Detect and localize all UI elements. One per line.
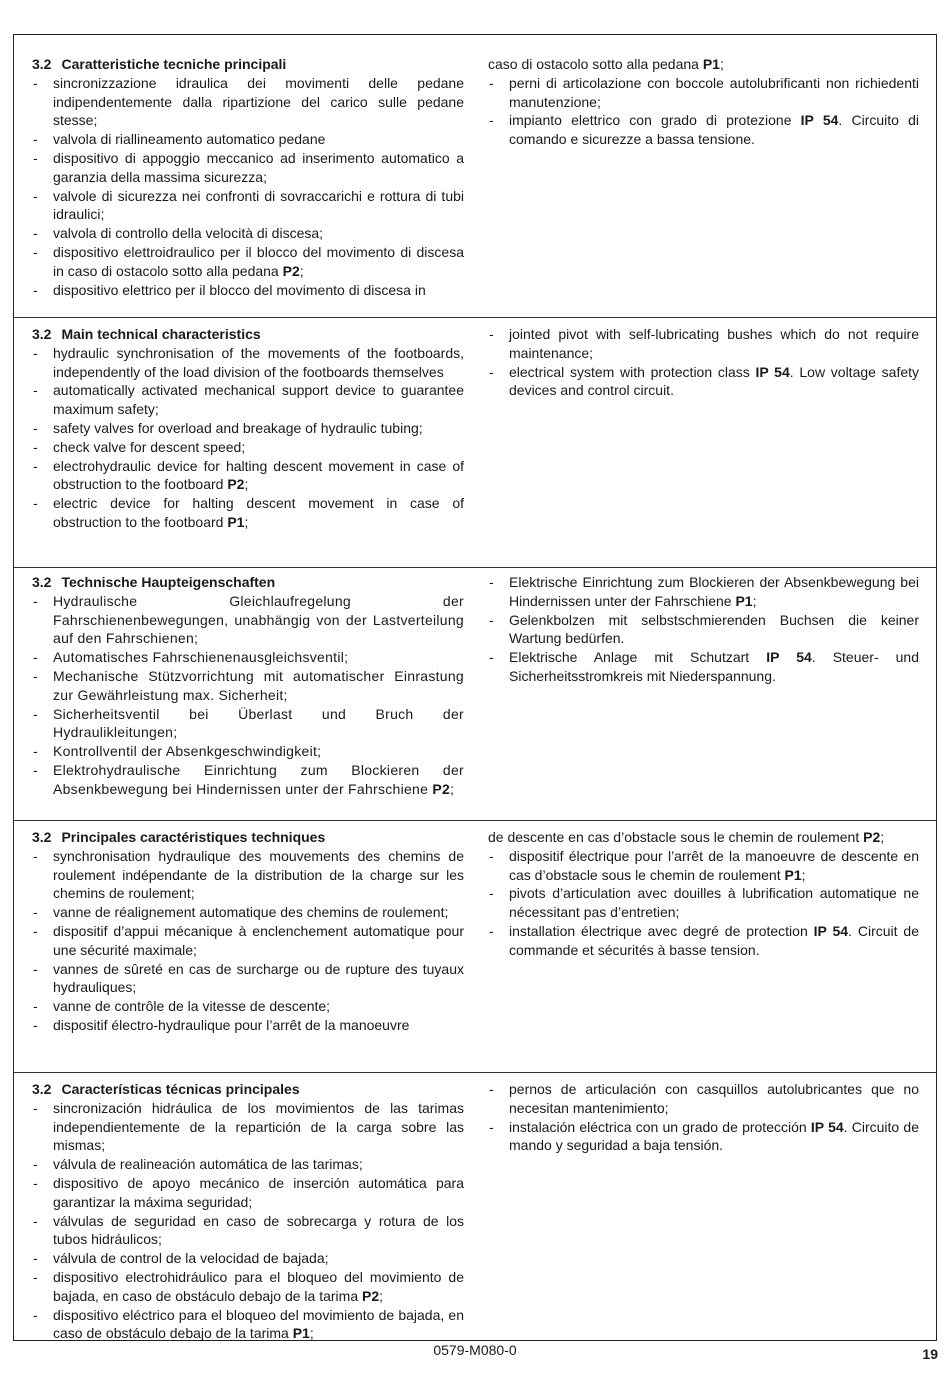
- section-english: [14, 317, 936, 567]
- list-item: [32, 592, 464, 648]
- list-item: [32, 742, 464, 761]
- list-item: [488, 74, 919, 112]
- list-item: [32, 648, 464, 667]
- item-text: dispositivo electrohidráulico para el bloqueo del movimiento de bajada, en caso de obstáculo debajo de la tarima: [53, 1268, 464, 1304]
- list-item-continuation: [488, 55, 919, 74]
- item-bold-code: P2: [432, 780, 451, 797]
- item-text-after: ;: [299, 262, 304, 279]
- item-text: válvula de control de la velocidad de bajada;: [53, 1250, 329, 1267]
- column-left: [32, 828, 464, 1035]
- item-text-after: ;: [379, 1287, 384, 1304]
- item-text: sincronizzazione idraulica dei movimenti delle pedane indipendentemente dalla ripartizione del carico sulle pedane stesse;: [53, 74, 464, 129]
- item-text: Elektrische Anlage mit Schutzart: [509, 649, 767, 666]
- list-item: [488, 1080, 919, 1118]
- item-bold-code: IP 54: [800, 112, 839, 129]
- feature-list: [32, 1099, 464, 1343]
- item-text: valvola di riallineamento automatico pedane: [53, 131, 326, 148]
- item-text-after: ;: [719, 56, 724, 72]
- item-text: synchronisation hydraulique des mouvements des chemins de roulement indépendante de la distribution de la charge sur les chemins de roulement;: [53, 847, 464, 902]
- feature-list: [488, 1080, 919, 1155]
- item-text-after: ;: [880, 829, 885, 845]
- item-text: installation électrique avec degré de protection: [509, 922, 814, 939]
- list-item: [32, 224, 464, 243]
- item-text: dispositivo di appoggio meccanico ad inserimento automatico a garanzia della massima sicurezza;: [53, 149, 464, 185]
- column-left: [32, 1080, 464, 1343]
- list-item: [488, 363, 919, 401]
- item-text: electrical system with protection class: [509, 363, 756, 380]
- item-bold-code: P2: [227, 476, 245, 493]
- list-item: [32, 187, 464, 225]
- item-text-after: . Circuit de commande et sécurités à basse tension.: [509, 922, 919, 958]
- item-text: vannes de sûreté en cas de surcharge ou de rupture des tuyaux hydrauliques;: [53, 960, 464, 996]
- section-italian: [14, 55, 936, 317]
- item-bold-code: IP 54: [810, 1118, 844, 1135]
- list-item: [32, 1099, 464, 1155]
- item-bold-code: P1: [227, 513, 245, 530]
- feature-list: [32, 592, 464, 799]
- item-text-after: ;: [309, 1325, 314, 1342]
- section-heading: [32, 573, 464, 592]
- column-left: [32, 55, 464, 299]
- list-item: [32, 1155, 464, 1174]
- item-text: Automatisches Fahrschienenausgleichsventil;: [53, 649, 349, 666]
- item-bold-code: IP 54: [813, 922, 849, 939]
- list-item: [32, 1212, 464, 1250]
- item-text: sincronización hidráulica de los movimientos de las tarimas independientemente de la repartición de la carga sobre las mismas;: [53, 1099, 464, 1154]
- list-item: [32, 960, 464, 998]
- section-title: Caratteristiche tecniche principali: [61, 56, 287, 72]
- item-text: dispositif électrique pour l’arrêt de la manoeuvre de descente en cas d’obstacle sous le chemin de roulement: [509, 847, 919, 883]
- feature-list: [32, 74, 464, 300]
- feature-list: [488, 55, 919, 149]
- list-item: [32, 494, 464, 532]
- list-item: [32, 705, 464, 743]
- list-item: [32, 419, 464, 438]
- column-right: [488, 325, 919, 400]
- list-item: [32, 1174, 464, 1212]
- section-number: 3.2: [32, 1081, 52, 1097]
- item-text-after: ;: [752, 592, 757, 609]
- document-code: 0579-M080-0: [433, 1342, 517, 1358]
- list-item: [488, 573, 919, 611]
- item-text: hydraulic synchronisation of the movements of the footboards, independently of the load division of the footboards themselves: [53, 344, 464, 380]
- section-title: Technische Haupteigenschaften: [61, 574, 276, 590]
- list-item: [32, 922, 464, 960]
- feature-list: [32, 344, 464, 532]
- page-number: 19: [922, 1346, 938, 1362]
- list-item: [32, 149, 464, 187]
- item-bold-code: P1: [292, 1325, 310, 1342]
- feature-list: [32, 847, 464, 1035]
- list-item: [32, 847, 464, 903]
- list-item: [32, 997, 464, 1016]
- item-text: electrohydraulic device for halting descent movement in case of obstruction to the footboard: [53, 457, 464, 493]
- list-item: [488, 922, 919, 960]
- list-item: [488, 325, 919, 363]
- list-item: [488, 847, 919, 885]
- section-number: 3.2: [32, 829, 52, 845]
- section-heading: [32, 325, 464, 344]
- list-item: [488, 884, 919, 922]
- item-text-after: ;: [450, 780, 455, 797]
- list-item: [32, 130, 464, 149]
- item-text-after: ;: [244, 476, 249, 493]
- item-text-after: . Steuer- und Sicherheitsstromkreis mit Niederspannung.: [509, 649, 919, 684]
- list-item: [32, 1249, 464, 1268]
- item-text: safety valves for overload and breakage of hydraulic tubing;: [53, 419, 423, 436]
- list-item-continuation: [488, 828, 919, 847]
- list-item: [32, 667, 464, 705]
- item-text: Elektrische Einrichtung zum Blockieren der Absenkbewegung bei Hindernissen unter der Fahrschiene: [509, 574, 919, 609]
- item-bold-code: P1: [702, 56, 720, 72]
- item-text: pernos de articulación con casquillos autolubricantes que no necesitan mantenimiento;: [509, 1081, 919, 1116]
- item-text: valvole di sicurezza nei confronti di sovraccarichi e rottura di tubi idraulici;: [53, 187, 464, 223]
- list-item: [488, 1118, 919, 1156]
- column-right: [488, 573, 919, 686]
- item-text: jointed pivot with self-lubricating bushes which do not require maintenance;: [509, 326, 919, 361]
- item-bold-code: P1: [735, 592, 753, 609]
- item-text-after: . Circuito di comando e sicurezze a bassa tensione.: [509, 112, 920, 148]
- item-bold-code: P2: [863, 829, 881, 845]
- item-text: Hydraulische Gleichlaufregelung der Fahrschienenbewegungen, unabhängig von der Lastverteilung auf den Fahrschienen;: [53, 592, 464, 647]
- feature-list: [488, 828, 919, 960]
- item-text: dispositivo elettrico per il blocco del movimento di discesa in: [53, 281, 426, 298]
- item-text: válvulas de seguridad en caso de sobrecarga y rotura de los tubos hidráulicos;: [53, 1212, 464, 1248]
- section-heading: [32, 55, 464, 74]
- feature-list: [488, 325, 919, 400]
- item-text: válvula de realineación automática de las tarimas;: [53, 1156, 363, 1173]
- item-text: Elektrohydraulische Einrichtung zum Blockieren der Absenkbewegung bei Hindernissen unter der Fahrschiene: [53, 761, 464, 797]
- list-item: [32, 1016, 464, 1035]
- list-item: [32, 281, 464, 300]
- item-text: dispositif électro-hydraulique pour l’arrêt de la manoeuvre: [53, 1016, 410, 1033]
- list-item: [32, 74, 464, 130]
- item-text: dispositivo de apoyo mecánico de inserción automática para garantizar la máxima seguridad;: [53, 1174, 464, 1210]
- item-bold-code: P1: [784, 866, 802, 883]
- section-title: Características técnicas principales: [61, 1081, 300, 1097]
- item-text: Gelenkbolzen mit selbstschmierenden Buchsen die keiner Wartung bedürfen.: [509, 611, 919, 647]
- list-item: [32, 903, 464, 922]
- item-text: automatically activated mechanical support device to guarantee maximum safety;: [53, 382, 464, 418]
- item-text: impianto elettrico con grado di protezione: [509, 112, 801, 129]
- section-german: [14, 567, 936, 820]
- feature-list: [488, 573, 919, 686]
- column-right: [488, 1080, 919, 1155]
- list-item: [488, 648, 919, 686]
- column-right: [488, 828, 919, 960]
- section-spanish: [14, 1072, 936, 1340]
- section-number: 3.2: [32, 574, 52, 590]
- item-text: instalación eléctrica con un grado de protección: [509, 1118, 811, 1135]
- page-frame: [13, 34, 937, 1341]
- item-text: electric device for halting descent movement in case of obstruction to the footboard: [53, 495, 464, 530]
- section-number: 3.2: [32, 326, 52, 342]
- list-item: [32, 1268, 464, 1306]
- item-text-after: ;: [244, 513, 249, 530]
- item-text-after: ;: [801, 866, 806, 883]
- item-bold-code: IP 54: [755, 363, 790, 380]
- item-text: check valve for descent speed;: [53, 438, 246, 455]
- section-heading: [32, 828, 464, 847]
- list-item: [32, 438, 464, 457]
- item-text: vanne de contrôle de la vitesse de descente;: [53, 998, 331, 1015]
- list-item: [488, 111, 919, 149]
- item-text: valvola di controllo della velocità di discesa;: [53, 225, 324, 242]
- item-text-after: . Low voltage safety devices and control circuit.: [509, 363, 920, 399]
- list-item: [32, 457, 464, 495]
- list-item: [32, 344, 464, 382]
- item-text: de descente en cas d’obstacle sous le chemin de roulement: [488, 829, 864, 845]
- item-bold-code: P2: [362, 1287, 380, 1304]
- item-bold-code: IP 54: [766, 649, 812, 666]
- section-heading: [32, 1080, 464, 1099]
- column-left: [32, 325, 464, 532]
- item-text: vanne de réalignement automatique des chemins de roulement;: [53, 904, 449, 921]
- item-text: dispositivo elettroidraulico per il blocco del movimento di discesa in caso di ostacolo sotto alla pedana: [53, 243, 464, 279]
- item-text: caso di ostacolo sotto alla pedana: [488, 56, 703, 72]
- list-item: [32, 381, 464, 419]
- item-text: dispositivo eléctrico para el bloqueo del movimiento de bajada, en caso de obstáculo debajo de la tarima: [53, 1306, 464, 1342]
- column-right: [488, 55, 919, 149]
- item-text: Sicherheitsventil bei Überlast und Bruch der Hydraulikleitungen;: [53, 705, 464, 741]
- item-text-after: . Circuito de mando y seguridad a baja tensión.: [509, 1118, 919, 1154]
- item-bold-code: P2: [282, 262, 300, 279]
- item-text: Mechanische Stützvorrichtung mit automatischer Einrastung zur Gewährleistung max. Sicherheit;: [53, 667, 464, 703]
- item-text: pivots d’articulation avec douilles à lubrification automatique ne nécessitant pas d’entretien;: [509, 885, 919, 921]
- column-left: [32, 573, 464, 799]
- item-text: Kontrollventil der Absenkgeschwindigkeit;: [53, 743, 322, 760]
- section-number: 3.2: [32, 56, 52, 72]
- item-text: dispositif d’appui mécanique à enclenchement automatique pour une sécurité maximale;: [53, 922, 464, 958]
- section-title: Main technical characteristics: [61, 326, 261, 342]
- list-item: [32, 761, 464, 799]
- list-item: [32, 1306, 464, 1344]
- list-item: [488, 611, 919, 649]
- section-title: Principales caractéristiques techniques: [61, 829, 326, 845]
- list-item: [32, 243, 464, 281]
- section-french: [14, 820, 936, 1072]
- item-text: perni di articolazione con boccole autolubrificanti non richiedenti manutenzione;: [509, 74, 919, 110]
